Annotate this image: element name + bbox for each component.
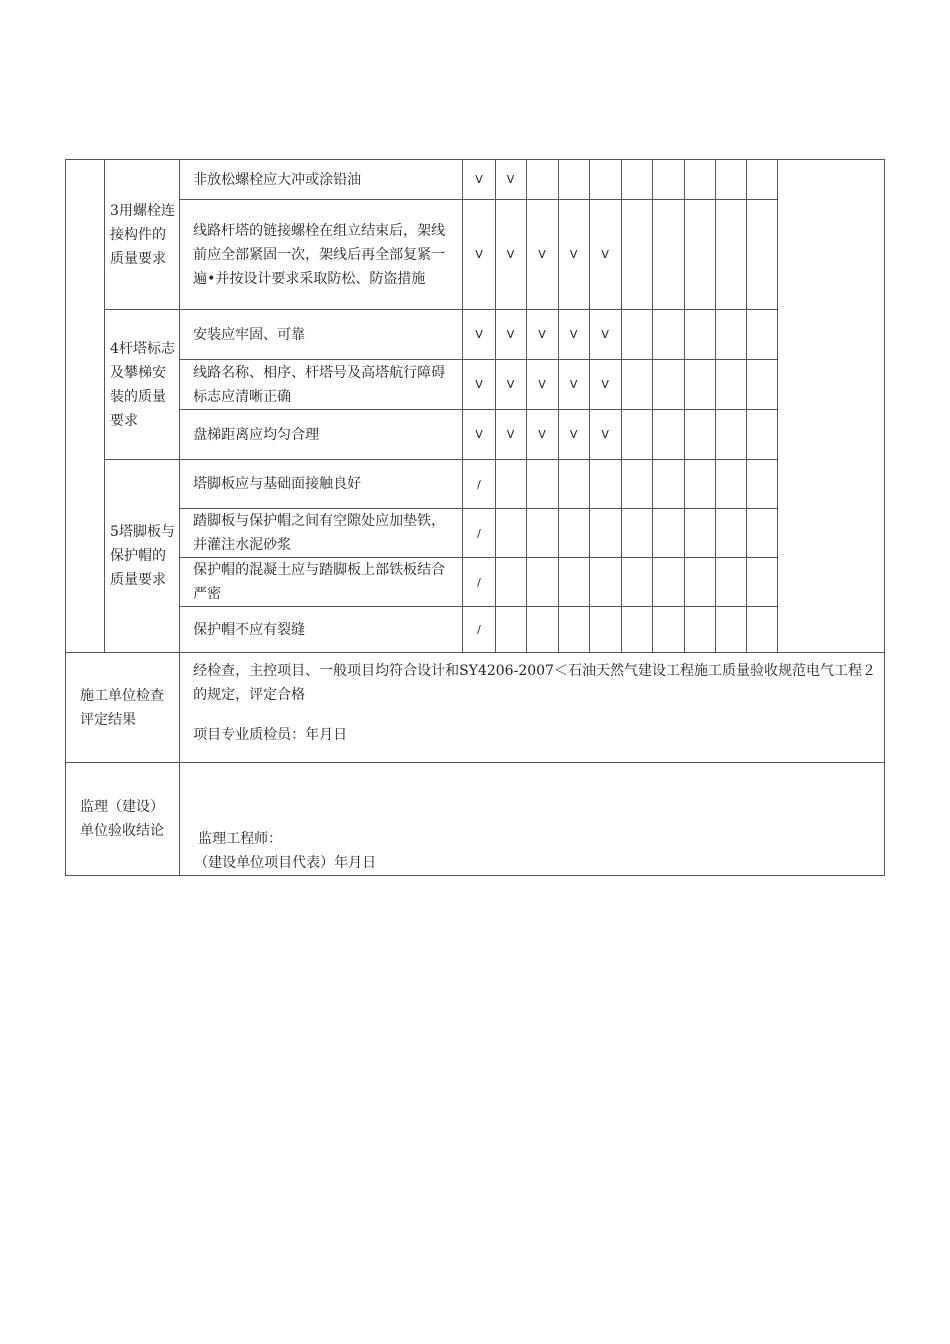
check-mark: V <box>495 160 526 200</box>
check-mark: V <box>558 360 589 410</box>
item-text: 盘梯距离应均匀合理 <box>180 410 463 460</box>
check-mark: / <box>463 558 495 607</box>
table-row <box>66 558 885 607</box>
item-text: 安装应牢固、可靠 <box>180 310 463 360</box>
check-mark <box>684 410 715 460</box>
check-mark <box>526 160 558 200</box>
check-mark: V <box>558 200 589 310</box>
owner-representative-line: （建设单位项目代表）年月日 <box>194 855 377 871</box>
check-mark <box>621 410 652 460</box>
check-mark <box>652 509 684 558</box>
check-mark <box>526 460 558 509</box>
check-mark: V <box>558 410 589 460</box>
check-mark: V <box>526 410 558 460</box>
check-mark <box>746 200 777 310</box>
check-mark: V <box>495 200 526 310</box>
item-text: 线路名称、相序、杆塔号及高塔航行障碍标志应清晰正确 <box>180 360 463 410</box>
check-mark <box>495 607 526 653</box>
check-mark <box>652 410 684 460</box>
check-mark <box>684 558 715 607</box>
check-mark <box>652 558 684 607</box>
table-row <box>66 410 885 460</box>
check-mark: / <box>463 607 495 653</box>
check-mark <box>715 460 746 509</box>
construction-result-text: 经检查，主控项目、一般项目均符合设计和SY4206-2007＜石油天然气建设工程施工质量验收规范电气工程２的规定，评定合格 <box>193 663 876 703</box>
check-mark: V <box>495 360 526 410</box>
check-mark: V <box>495 410 526 460</box>
remarks-cell <box>777 160 884 653</box>
check-mark <box>495 460 526 509</box>
check-mark: V <box>589 200 621 310</box>
item-text: 塔脚板应与基础面接触良好 <box>180 460 463 509</box>
check-mark <box>621 200 652 310</box>
check-mark <box>684 160 715 200</box>
check-mark <box>684 509 715 558</box>
quality-inspection-table <box>65 159 885 876</box>
construction-result-cell <box>180 653 885 763</box>
check-mark <box>746 607 777 653</box>
check-mark <box>526 558 558 607</box>
group-label: 5塔脚板与保护帽的质量要求 <box>105 460 180 653</box>
check-mark <box>495 558 526 607</box>
check-mark <box>621 160 652 200</box>
check-mark: V <box>463 360 495 410</box>
check-mark <box>526 607 558 653</box>
check-mark <box>621 509 652 558</box>
inspector-signature-line: 项目专业质检员：年月日 <box>193 727 348 743</box>
check-mark: / <box>463 509 495 558</box>
check-mark: V <box>463 200 495 310</box>
check-mark: V <box>526 200 558 310</box>
table-row <box>66 200 885 310</box>
check-mark <box>715 558 746 607</box>
check-mark <box>684 360 715 410</box>
check-mark <box>652 460 684 509</box>
check-mark <box>746 509 777 558</box>
table-row <box>66 160 885 200</box>
check-mark <box>715 200 746 310</box>
check-mark <box>621 460 652 509</box>
supervision-label: 监理（建设）单位验收结论 <box>66 763 180 876</box>
supervision-conclusion-cell <box>180 763 885 876</box>
group-label: 4杆塔标志及攀梯安装的质量要求 <box>105 310 180 460</box>
check-mark <box>558 607 589 653</box>
construction-label: 施工单位检查评定结果 <box>66 653 180 763</box>
check-mark <box>684 200 715 310</box>
check-mark: V <box>526 310 558 360</box>
check-mark <box>684 460 715 509</box>
item-text: 保护帽不应有裂缝 <box>180 607 463 653</box>
check-mark <box>746 360 777 410</box>
table-row <box>66 509 885 558</box>
check-mark <box>589 460 621 509</box>
item-text: 保护帽的混凝土应与踏脚板上部铁板结合严密 <box>180 558 463 607</box>
check-mark <box>558 509 589 558</box>
check-mark <box>589 160 621 200</box>
check-mark <box>684 607 715 653</box>
check-mark: V <box>526 360 558 410</box>
check-mark: / <box>463 460 495 509</box>
check-mark: V <box>463 160 495 200</box>
check-mark <box>621 310 652 360</box>
group-label: 3用螺栓连接构件的质量要求 <box>105 160 180 310</box>
check-mark <box>589 509 621 558</box>
check-mark <box>621 607 652 653</box>
check-mark <box>495 509 526 558</box>
check-mark <box>746 410 777 460</box>
check-mark <box>526 509 558 558</box>
check-mark: V <box>589 310 621 360</box>
check-mark <box>589 558 621 607</box>
supervision-conclusion-row <box>66 763 885 876</box>
check-mark: V <box>558 310 589 360</box>
check-mark <box>715 310 746 360</box>
check-mark: V <box>589 410 621 460</box>
check-mark <box>746 460 777 509</box>
check-mark <box>652 360 684 410</box>
check-mark <box>652 607 684 653</box>
table-row <box>66 360 885 410</box>
table-row <box>66 460 885 509</box>
item-text: 非放松螺栓应大冲或涂铅油 <box>180 160 463 200</box>
supervision-engineer-line: 监理工程师： <box>198 831 283 847</box>
check-mark: V <box>463 310 495 360</box>
check-mark <box>558 160 589 200</box>
check-mark <box>715 607 746 653</box>
check-mark: V <box>589 360 621 410</box>
check-mark <box>652 310 684 360</box>
check-mark <box>746 558 777 607</box>
check-mark <box>558 460 589 509</box>
check-mark <box>746 310 777 360</box>
table-row <box>66 310 885 360</box>
check-mark <box>746 160 777 200</box>
check-mark <box>684 310 715 360</box>
table-row <box>66 607 885 653</box>
check-mark <box>558 558 589 607</box>
check-mark <box>715 160 746 200</box>
category-cell <box>66 160 105 653</box>
check-mark <box>652 200 684 310</box>
construction-result-row <box>66 653 885 763</box>
check-mark <box>589 607 621 653</box>
check-mark: V <box>463 410 495 460</box>
check-mark <box>652 160 684 200</box>
check-mark <box>715 410 746 460</box>
check-mark <box>621 558 652 607</box>
check-mark <box>715 509 746 558</box>
item-text: 踏脚板与保护帽之间有空隙处应加垫铁，并灌注水泥砂浆 <box>180 509 463 558</box>
check-mark: V <box>495 310 526 360</box>
check-mark <box>621 360 652 410</box>
check-mark <box>715 360 746 410</box>
item-text: 线路杆塔的链接螺栓在组立结束后，架线前应全部紧固一次，架线后再全部复紧一遍•并按设计要求采取防松、防盗措施 <box>180 200 463 310</box>
